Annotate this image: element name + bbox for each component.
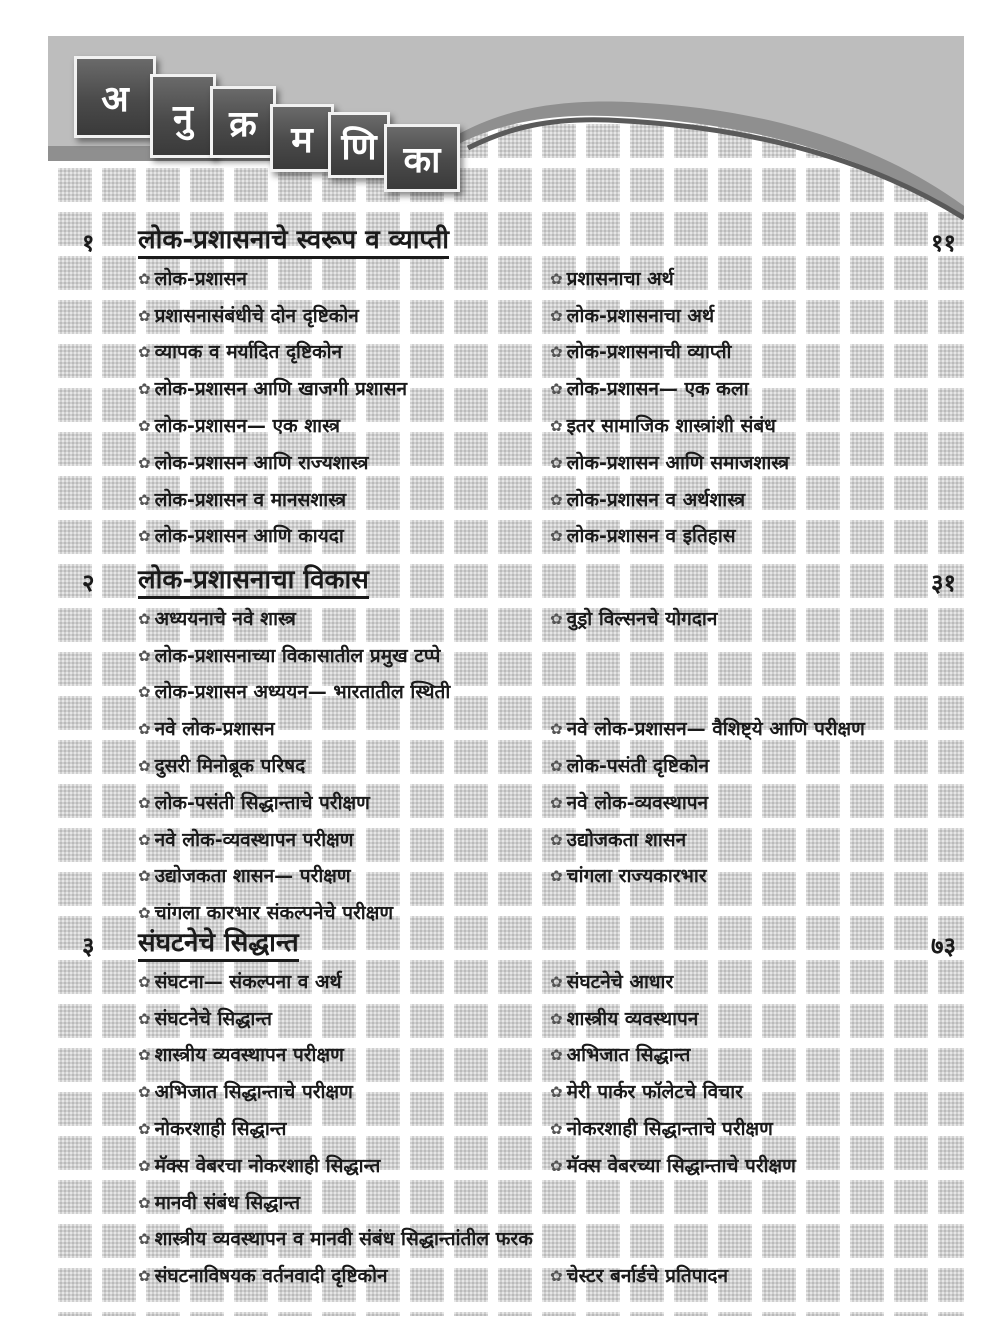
toc-entry-label: लोक-प्रशासनाची व्याप्ती [566, 341, 732, 364]
toc-entry-label: चांगला कारभार संकल्पनेचे परीक्षण [154, 902, 394, 925]
toc-row [48, 1003, 964, 1037]
flower-bullet-icon: ✿ [550, 453, 563, 472]
flower-bullet-icon: ✿ [138, 646, 151, 665]
flower-bullet-icon: ✿ [550, 269, 563, 288]
flower-bullet-icon: ✿ [550, 527, 563, 546]
toc-entry[interactable] [138, 678, 450, 704]
toc-entry[interactable] [550, 826, 686, 852]
toc-entry-label: लोक-प्रशासनाचा अर्थ [566, 304, 715, 327]
toc-entry[interactable] [550, 338, 731, 364]
flower-bullet-icon: ✿ [550, 1267, 563, 1286]
toc-entry[interactable] [550, 412, 776, 438]
toc-entry[interactable] [138, 1152, 380, 1178]
toc-row [48, 713, 964, 747]
title-letter: अ [74, 56, 156, 138]
toc-entry-label: चांगला राज्यकारभार [566, 865, 707, 888]
toc-entry[interactable] [550, 1152, 796, 1178]
toc-entry[interactable] [550, 1078, 743, 1104]
toc-entry[interactable] [138, 789, 370, 815]
toc-entry[interactable] [138, 642, 440, 668]
toc-entry[interactable] [138, 1005, 272, 1031]
toc-entry[interactable] [550, 375, 749, 401]
title-letter: क्र [210, 86, 276, 158]
toc-entry-label: लोक-प्रशासन व अर्थशास्त्र [566, 488, 746, 511]
toc-entry-label: मॅक्स वेबरच्या सिद्धान्ताचे परीक्षण [566, 1154, 796, 1177]
toc-entry-label: चेस्टर बर्नार्डचे प्रतिपादन [566, 1265, 729, 1288]
toc-entry[interactable] [138, 412, 340, 438]
flower-bullet-icon: ✿ [138, 683, 151, 702]
flower-bullet-icon: ✿ [138, 527, 151, 546]
toc-entry-label: लोक-प्रशासन आणि कायदा [154, 525, 344, 548]
section-heading[interactable] [48, 929, 964, 963]
toc-entry-label: नवे लोक-प्रशासन [154, 718, 275, 741]
toc-row [48, 1187, 964, 1221]
flower-bullet-icon: ✿ [550, 1009, 563, 1028]
toc-entry-label: दुसरी मिनोब्रूक परिषद [154, 755, 306, 777]
toc-entry-label: लोक-प्रशासन [154, 267, 247, 290]
toc-row [48, 410, 964, 444]
toc-entry[interactable] [138, 752, 305, 778]
toc-row [48, 676, 964, 710]
toc-entry[interactable] [550, 752, 709, 778]
toc-entry[interactable] [138, 522, 344, 548]
section-heading[interactable] [48, 226, 964, 260]
toc-entry-label: उद्योजकता शासन— परीक्षण [154, 865, 351, 888]
toc-row [48, 1260, 964, 1294]
flower-bullet-icon: ✿ [550, 380, 563, 399]
flower-bullet-icon: ✿ [138, 417, 151, 435]
toc-entry[interactable] [550, 862, 707, 888]
toc-entry-label: नोकरशाही सिद्धान्त [154, 1118, 287, 1140]
flower-bullet-icon: ✿ [138, 793, 151, 812]
flower-bullet-icon: ✿ [550, 1083, 563, 1102]
toc-entry-label: लोक-पसंती सिद्धान्ताचे परीक्षण [154, 791, 370, 814]
toc-row [48, 640, 964, 674]
section-title[interactable]: लोक-प्रशासनाचे स्वरूप व व्याप्ती [138, 224, 449, 259]
toc-entry-label: उद्योजकता शासन [566, 828, 687, 851]
flower-bullet-icon: ✿ [138, 1046, 151, 1065]
flower-bullet-icon: ✿ [550, 972, 563, 991]
toc-row [48, 263, 964, 297]
toc-row [48, 1223, 964, 1257]
toc-entry-label: नवे लोक-व्यवस्थापन [566, 791, 709, 814]
section-title[interactable]: संघटनेचे सिद्धान्त [138, 927, 299, 962]
toc-entry-label: मॅक्स वेबरचा नोकरशाही सिद्धान्त [154, 1154, 381, 1177]
flower-bullet-icon: ✿ [138, 1009, 151, 1028]
page-title [68, 46, 548, 196]
toc-entry[interactable] [550, 1005, 698, 1031]
toc-entry-label: मानवी संबंध सिद्धान्त [154, 1191, 301, 1214]
flower-bullet-icon: ✿ [550, 793, 563, 812]
toc-entry[interactable] [138, 826, 354, 852]
toc-entry[interactable] [138, 302, 359, 328]
flower-bullet-icon: ✿ [138, 1156, 151, 1175]
flower-bullet-icon: ✿ [138, 972, 151, 991]
flower-bullet-icon: ✿ [550, 490, 563, 509]
section-number: २ [82, 569, 95, 597]
flower-bullet-icon: ✿ [550, 417, 563, 435]
toc-row [48, 787, 964, 821]
toc-entry-label: लोक-प्रशासनाच्या विकासातील प्रमुख टप्पे [154, 644, 441, 667]
toc-entry[interactable] [550, 486, 745, 512]
toc-entry[interactable] [138, 1078, 353, 1104]
flower-bullet-icon: ✿ [138, 1267, 151, 1286]
toc-entry-label: लोक-पसंती दृष्टिकोन [566, 755, 710, 777]
toc-entry[interactable] [550, 522, 736, 548]
flower-bullet-icon: ✿ [138, 757, 151, 775]
toc-entry-label: शास्त्रीय व्यवस्थापन [566, 1007, 699, 1030]
flower-bullet-icon: ✿ [138, 1230, 151, 1249]
toc-entry[interactable] [138, 715, 275, 741]
toc-entry[interactable] [550, 1115, 773, 1141]
toc-entry[interactable] [138, 486, 346, 512]
toc-entry[interactable] [550, 1262, 728, 1288]
toc-entry[interactable] [550, 789, 708, 815]
toc-row [48, 860, 964, 894]
toc-row [48, 750, 964, 784]
toc-row [48, 966, 964, 1000]
toc-entry-label: अध्ययनाचे नवे शास्त्र [154, 607, 296, 630]
toc-entry-label: लोक-प्रशासन— एक शास्त्र [154, 415, 340, 437]
flower-bullet-icon: ✿ [138, 380, 151, 399]
toc-entry-label: नवे लोक-प्रशासन— वैशिष्ट्ये आणि परीक्षण [566, 718, 865, 741]
section-heading[interactable] [48, 566, 964, 600]
flower-bullet-icon: ✿ [138, 609, 151, 628]
toc-entry-label: व्यापक व मर्यादित दृष्टिकोन [154, 341, 343, 364]
toc-row [48, 1039, 964, 1073]
toc-entry-label: लोक-प्रशासन आणि समाजशास्त्र [566, 451, 790, 474]
toc-row [48, 520, 964, 554]
toc-row [48, 1113, 964, 1147]
toc-entry-label: लोक-प्रशासन आणि राज्यशास्त्र [154, 451, 369, 474]
toc-entry-label: लोक-प्रशासन व इतिहास [566, 525, 736, 548]
toc-entry[interactable] [550, 449, 789, 475]
toc-entry-label: लोक-प्रशासन आणि खाजगी प्रशासन [154, 378, 408, 401]
section-title[interactable]: लोक-प्रशासनाचा विकास [138, 564, 369, 599]
flower-bullet-icon: ✿ [550, 720, 563, 739]
flower-bullet-icon: ✿ [138, 1193, 151, 1212]
toc-row [48, 300, 964, 334]
toc-entry[interactable] [138, 1041, 344, 1067]
toc-entry-label: शास्त्रीय व्यवस्थापन परीक्षण [154, 1044, 344, 1067]
flower-bullet-icon: ✿ [138, 453, 151, 472]
flower-bullet-icon: ✿ [550, 867, 563, 886]
toc-entry-label: प्रशासनासंबंधीचे दोन दृष्टिकोन [154, 304, 359, 327]
flower-bullet-icon: ✿ [138, 490, 151, 509]
section-number: ३ [82, 932, 95, 960]
toc-entry-label: संघटनाविषयक वर्तनवादी दृष्टिकोन [154, 1265, 388, 1288]
toc-entry[interactable] [138, 1225, 533, 1251]
flower-bullet-icon: ✿ [138, 306, 151, 325]
toc-row [48, 484, 964, 518]
flower-bullet-icon: ✿ [550, 343, 563, 362]
title-letter: का [384, 124, 460, 192]
toc-entry[interactable] [550, 968, 673, 994]
toc-entry[interactable] [138, 862, 351, 888]
flower-bullet-icon: ✿ [138, 1083, 151, 1102]
flower-bullet-icon: ✿ [550, 306, 563, 325]
toc-entry[interactable] [138, 605, 296, 631]
flower-bullet-icon: ✿ [138, 720, 151, 739]
contents-page [48, 36, 964, 1316]
toc-entry-label: अभिजात सिद्धान्ताचे परीक्षण [154, 1081, 353, 1104]
flower-bullet-icon: ✿ [550, 1120, 563, 1138]
toc-row [48, 1076, 964, 1110]
toc-entry-label: मेरी पार्कर फॉलेटचे विचार [566, 1081, 743, 1104]
title-letter: नु [150, 74, 216, 158]
title-letter: णि [328, 112, 390, 178]
toc-entry[interactable] [138, 1115, 286, 1141]
toc-entry-label: नोकरशाही सिद्धान्ताचे परीक्षण [566, 1118, 773, 1140]
flower-bullet-icon: ✿ [550, 1156, 563, 1175]
toc-row [48, 603, 964, 637]
section-page-number: ११ [931, 229, 956, 257]
toc-entry-label: अभिजात सिद्धान्त [566, 1044, 691, 1067]
flower-bullet-icon: ✿ [138, 867, 151, 886]
toc-entry[interactable] [138, 968, 342, 994]
toc-entry[interactable] [138, 449, 369, 475]
flower-bullet-icon: ✿ [138, 830, 151, 849]
toc-entry-label: संघटना— संकल्पना व अर्थ [154, 970, 342, 993]
toc-entry[interactable] [138, 1262, 388, 1288]
section-page-number: ७३ [931, 932, 956, 960]
flower-bullet-icon: ✿ [138, 269, 151, 288]
toc-entry[interactable] [550, 1041, 690, 1067]
toc-entry-label: लोक-प्रशासन अध्ययन— भारतातील स्थिती [154, 681, 451, 704]
toc-entry-label: नवे लोक-व्यवस्थापन परीक्षण [154, 828, 354, 851]
toc-entry[interactable] [550, 302, 714, 328]
toc-row [48, 373, 964, 407]
flower-bullet-icon: ✿ [138, 904, 151, 923]
toc-entry-label: वुड्रो विल्सनचे योगदान [566, 607, 718, 630]
toc-entry-label: लोक-प्रशासन— एक कला [566, 378, 749, 401]
toc-entry[interactable] [550, 605, 717, 631]
title-letter: म [270, 104, 334, 172]
toc-row [48, 336, 964, 370]
toc-entry[interactable] [138, 899, 393, 925]
section-number: १ [82, 229, 95, 257]
flower-bullet-icon: ✿ [550, 830, 563, 849]
toc-entry[interactable] [550, 715, 865, 741]
toc-row [48, 447, 964, 481]
toc-entry[interactable] [138, 375, 407, 401]
flower-bullet-icon: ✿ [550, 757, 563, 775]
toc-entry-label: संघटनेचे सिद्धान्त [154, 1007, 273, 1030]
toc-row [48, 824, 964, 858]
toc-entry-label: इतर सामाजिक शास्त्रांशी संबंध [566, 415, 776, 437]
toc-entry[interactable] [138, 265, 247, 291]
flower-bullet-icon: ✿ [138, 1120, 151, 1138]
toc-row [48, 1150, 964, 1184]
toc-entry-label: शास्त्रीय व्यवस्थापन व मानवी संबंध सिद्धान्तांतील फरक [154, 1228, 533, 1251]
toc-entry[interactable] [138, 1189, 300, 1215]
flower-bullet-icon: ✿ [550, 1046, 563, 1065]
toc-entry-label: प्रशासनाचा अर्थ [566, 267, 674, 290]
section-page-number: ३१ [931, 569, 956, 597]
toc-entry-label: लोक-प्रशासन व मानसशास्त्र [154, 488, 347, 511]
toc-entry[interactable] [138, 338, 342, 364]
toc-entry-label: संघटनेचे आधार [566, 970, 674, 993]
flower-bullet-icon: ✿ [550, 609, 563, 628]
toc-entry[interactable] [550, 265, 674, 291]
flower-bullet-icon: ✿ [138, 343, 151, 362]
